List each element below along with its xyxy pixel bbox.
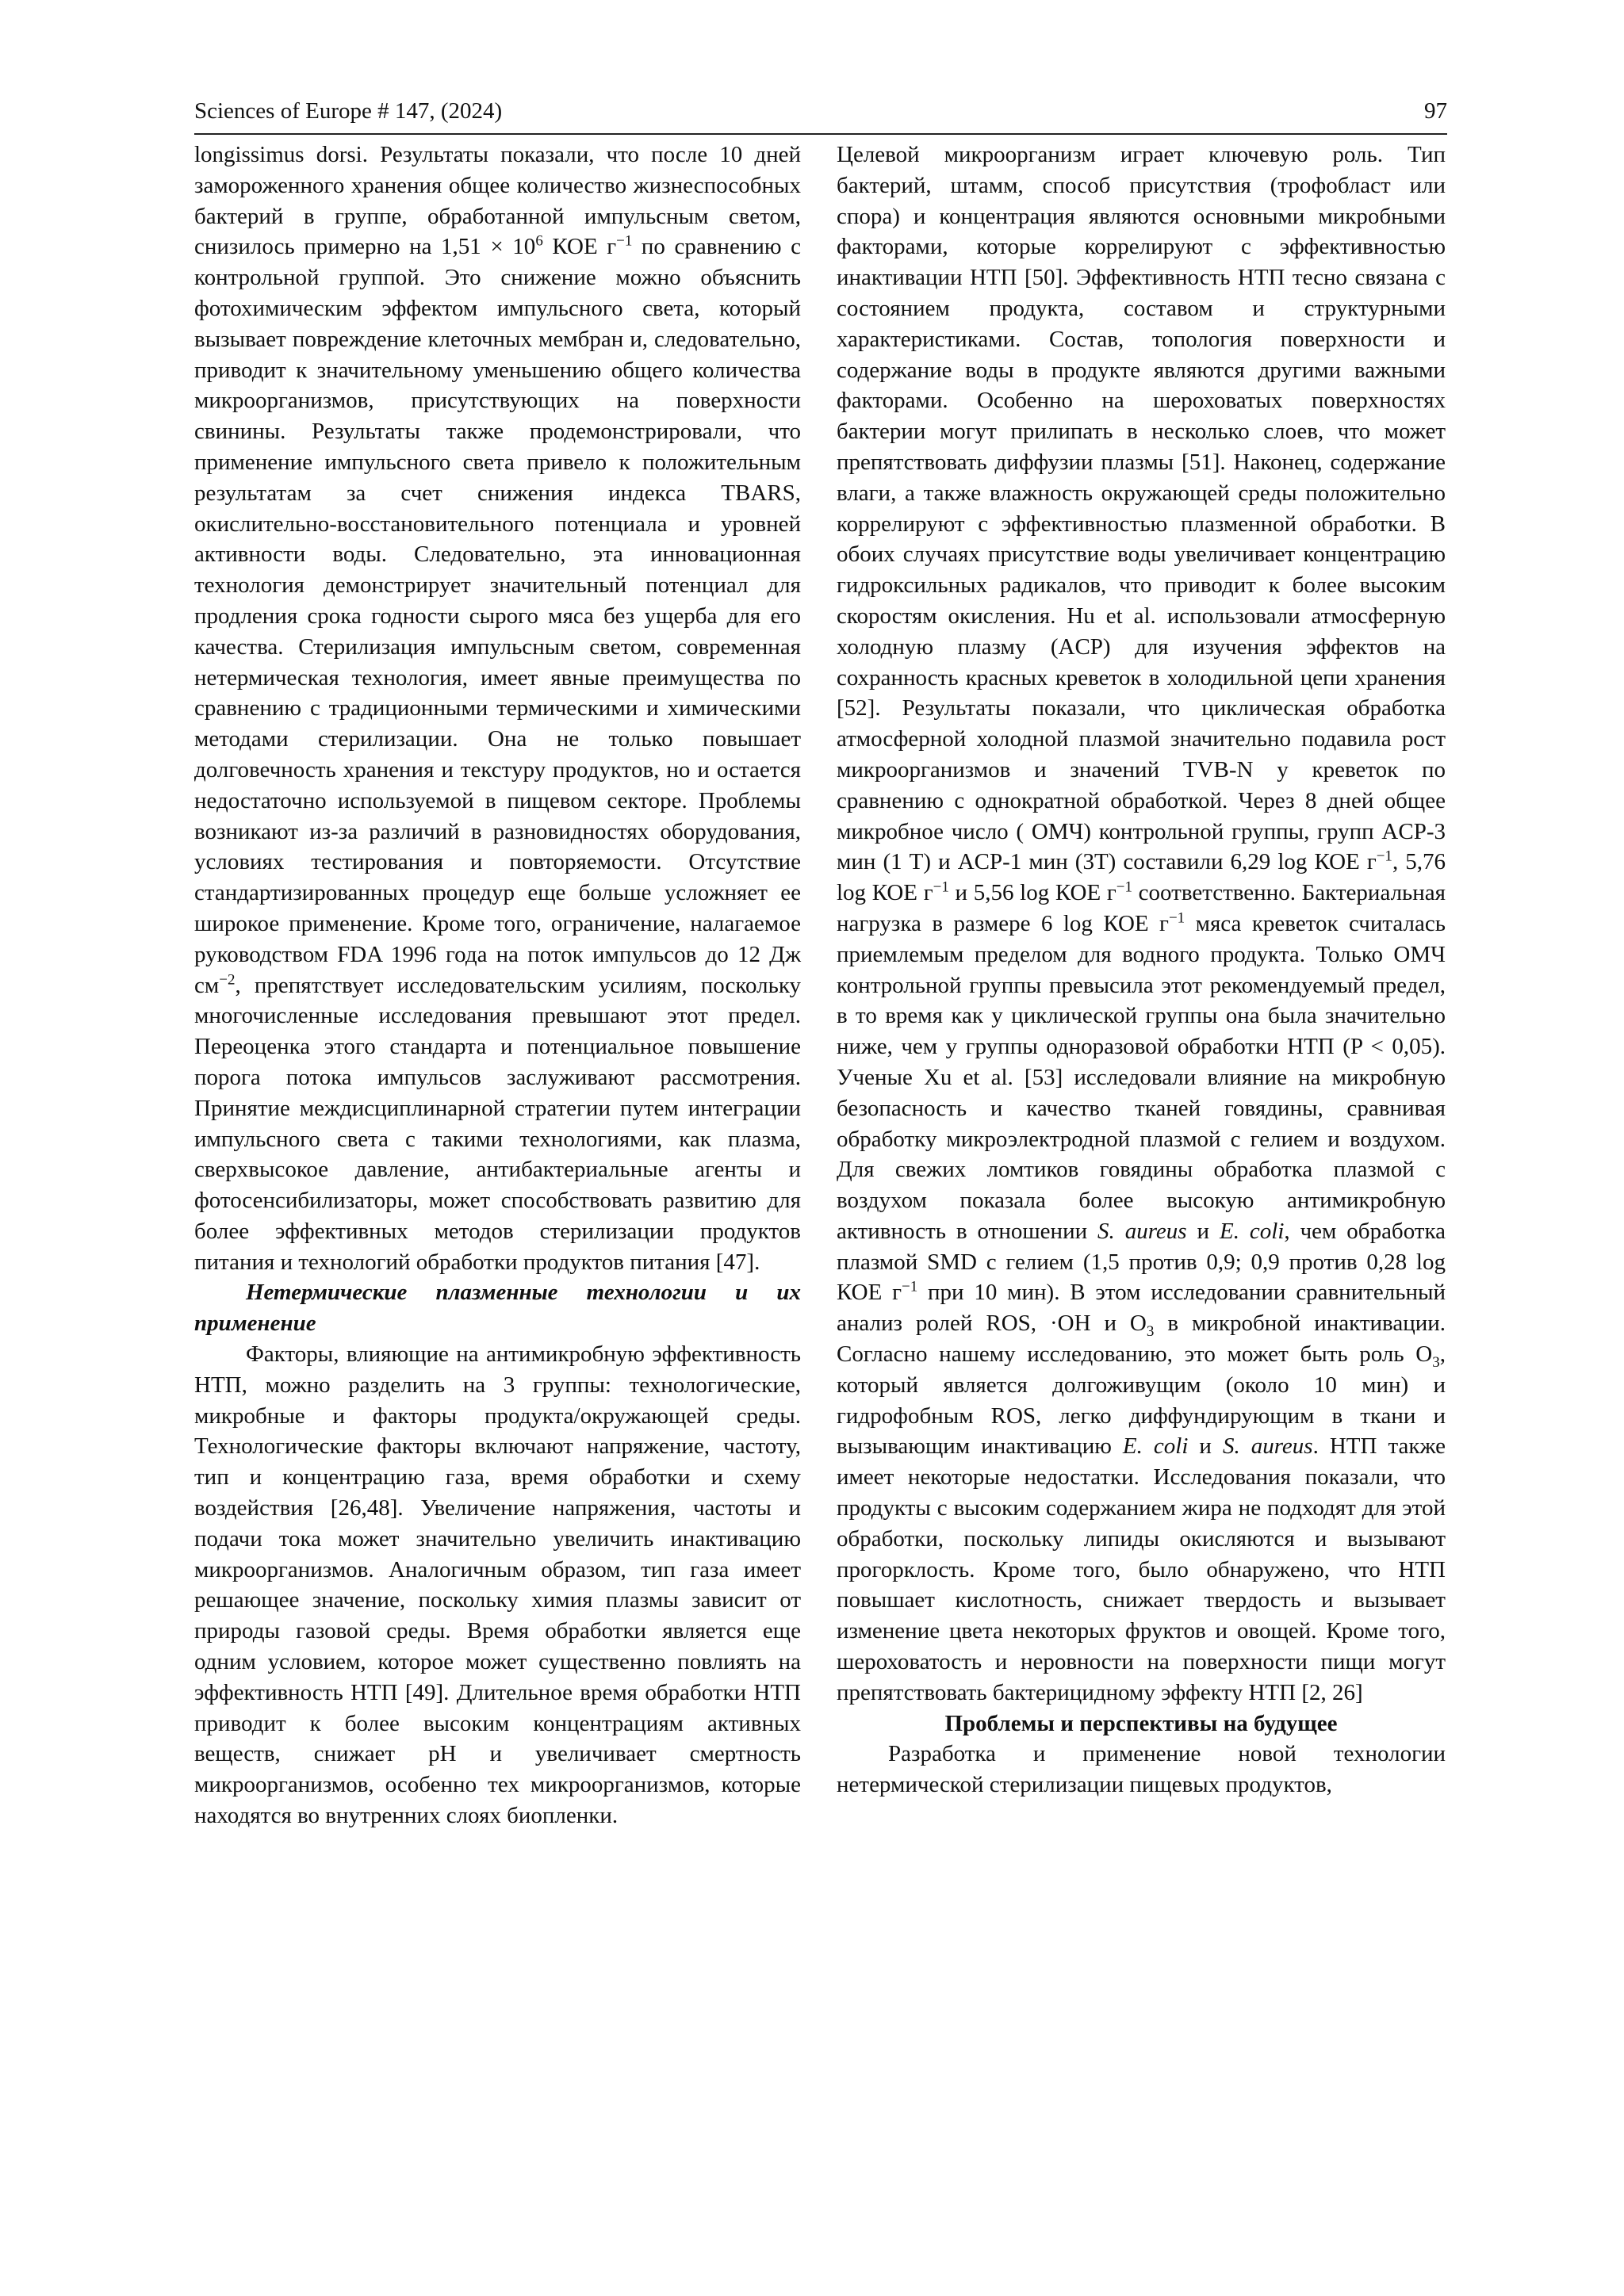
section-heading: Нетермические плазменные технологии и их применение xyxy=(194,1280,801,1337)
page-number: 97 xyxy=(1424,98,1447,124)
section-heading: Проблемы и перспективы на будущее xyxy=(944,1710,1338,1736)
left-column xyxy=(194,140,801,1831)
right-column xyxy=(837,140,1446,1800)
paragraph: Разработка и применение новой технологии нетермической стерилизации пищевых продуктов, xyxy=(837,1741,1446,1798)
paragraph: longissimus dorsi. Результаты показали, что после 10 дней замороженного хранения общее количество жизнеспособных бактерий в группе, обработанной импульсным светом, снизилось примерно на $1,51 \times 10^6$ КОЕ $г^{-1}$ по сравнению с контрольной группой. Это снижение можно объяснить фотохимическим эффектом импульсного света, который вызывает повреждение клеточных мембран и, следовательно, приводит к значительному уменьшению общего количества микроорганизмов, присутствующих на поверхности свинины. Результаты также продемонстрировали, что применение импульсного света привело к положительным результатам за счет снижения индекса TBARS, окислительно-восстановительного потенциала и уровней активности воды. Следовательно, эта инновационная технология демонстрирует значительный потенциал для продления срока годности сырого мяса без ущерба для его качества. Стерилизация импульсным светом, современная нетермическая технология, имеет явные преимущества по сравнению с традиционными термическими и химическими методами стерилизации. Она не только повышает долговечность хранения и текстуру продуктов, но и остается недостаточно используемой в пищевом секторе. Проблемы возникают из-за различий в разновидностях оборудования, условиях тестирования и повторяемости. Отсутствие стандартизированных процедур еще больше усложняет ее широкое применение. Кроме того, ограничение, налагаемое руководством FDA 1996 года на поток импульсов до 12 Дж $см^{-2}$, препятствует исследовательским усилиям, поскольку многочисленные исследования превышают этот предел. Переоценка этого стандарта и потенциальное повышение порога потока импульсов заслуживают рассмотрения. Принятие междисциплинарной стратегии путем интеграции импульсного света с такими технологиями, как плазма, сверхвысокое давление, антибактериальные агенты и фотосенсибилизаторы, может способствовать развитию для более эффективных методов стерилизации продуктов питания и технологий обработки продуктов питания [47]. xyxy=(194,142,801,1275)
journal-title: Sciences of Europe # 147, (2024) xyxy=(194,98,503,124)
paragraph: Факторы, влияющие на антимикробную эффективность НТП, можно разделить на 3 группы: технологические, микробные и факторы продукта/окружающей среды. Технологические факторы включают напряжение, частоту, тип и концентрацию газа, время обработки и схему воздействия [26,48]. Увеличение напряжения, частоты и подачи тока может значительно увеличить инактивацию микроорганизмов. Аналогичным образом, тип газа имеет решающее значение, поскольку химия плазмы зависит от природы газовой среды. Время обработки является еще одним условием, которое может существенно повлиять на эффективность НТП [49]. Длительное время обработки НТП приводит к более высоким концентрациям активных веществ, снижает pH и увеличивает смертность микроорганизмов, особенно тех микроорганизмов, которые находятся во внутренних слоях биопленки. xyxy=(194,1341,801,1829)
running-header xyxy=(194,95,1447,135)
paragraph: Целевой микроорганизм играет ключевую роль. Тип бактерий, штамм, способ присутствия (трофобласт или спора) и концентрация являются основными микробными факторами, которые коррелируют с эффективностью инактивации НТП [50]. Эффективность НТП тесно связана с состоянием продукта, составом и структурными характеристиками. Состав, топология поверхности и содержание воды в продукте являются другими важными факторами. Особенно на шероховатых поверхностях бактерии могут прилипать в несколько слоев, что может препятствовать диффузии плазмы [51]. Наконец, содержание влаги, а также влажность окружающей среды положительно коррелируют с эффективностью плазменной обработки. В обоих случаях присутствие воды увеличивает концентрацию гидроксильных радикалов, что приводит к более высоким скоростям окисления. Hu et al. использовали атмосферную холодную плазму (ACP) для изучения эффектов на сохранность красных креветок в холодильной цепи хранения [52]. Результаты показали, что циклическая обработка атмосферной холодной плазмой значительно подавила рост микроорганизмов и значений TVB-N у креветок по сравнению с однократной обработкой. Через 8 дней общее микробное число ( ОМЧ) контрольной группы, групп ACP-3 мин (1 T) и ACP-1 мин (3T) составили 6,29 log КОЕ $г^{-1}$, 5,76 log КОЕ $г^{-1}$ и 5,56 log КОЕ $г^{-1}$ соответственно. Бактериальная нагрузка в размере 6 log КОЕ $г^{-1}$ мяса креветок считалась приемлемым пределом для водного продукта. Только ОМЧ контрольной группы превысила этот рекомендуемый предел, в то время как у циклической группы она была значительно ниже, чем у группы одноразовой обработки НТП (P < 0,05). Ученые Xu et al. [53] исследовали влияние на микробную безопасность и качество тканей говядины, сравнивая обработку микроэлектродной плазмой с гелием и воздухом. Для свежих ломтиков говядины обработка плазмой с воздухом показала более высокую антимикробную активность в отношении S. aureus и E. coli, чем обработка плазмой SMD с гелием (1,5 против 0,9; 0,9 против 0,28 log КОЕ $г^{-1}$ при 10 мин). В этом исследовании сравнительный анализ ролей ROS, ·OH и $O_3$ в микробной инактивации. Согласно нашему исследованию, это может быть роль $O_3$, который является долгоживущим (около 10 мин) и гидрофобным ROS, легко диффундирующим в ткани и вызывающим инактивацию E. coli и S. aureus. НТП также имеет некоторые недостатки. Исследования показали, что продукты с высоким содержанием жира не подходят для этой обработки, поскольку липиды окисляются и вызывают прогорклость. Кроме того, было обнаружено, что НТП повышает кислотность, снижает твердость и вызывает изменение цвета некоторых фруктов и овощей. Кроме того, шероховатость и неровности на поверхности пищи могут препятствовать бактерицидному эффекту НТП [2, 26] xyxy=(837,142,1446,1705)
